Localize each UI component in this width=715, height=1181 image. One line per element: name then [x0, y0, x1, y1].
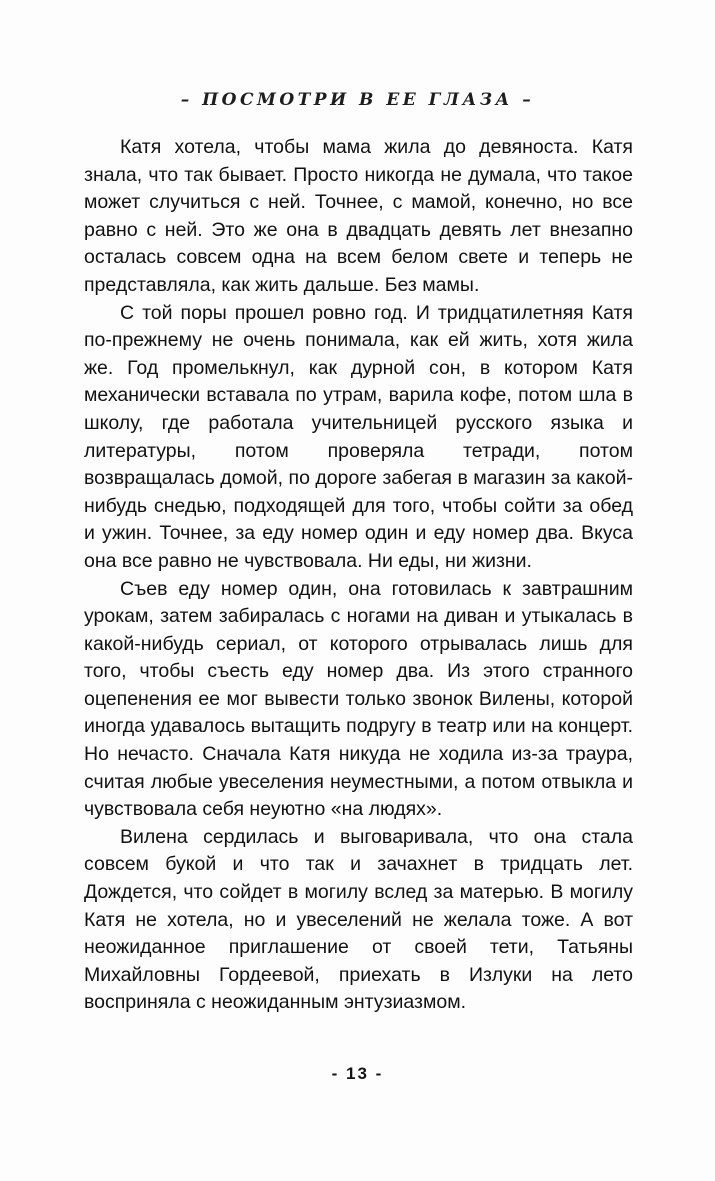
- running-title: – ПОСМОТРИ В ЕЕ ГЛАЗА –: [180, 90, 535, 110]
- paragraph: Съев еду номер один, она готовилась к завтрашним урокам, затем забиралась с ногами на диван и утыкалась в какой-нибудь сериал, от которого отрывалась лишь для того, чтобы съесть еду номер два. Из этого странного оцепенения ее мог вывести только звонок Вилены, которой иногда удавалось вытащить подругу в театр или на концерт. Но нечасто. Сначала Катя никуда не ходила из-за траура, считая любые увеселения неуместными, а потом отвыкла и чувствовала себя неуютно «на людях».: [84, 577, 633, 821]
- page-number: - 13 -: [331, 1064, 384, 1083]
- paragraph: С той поры прошел ровно год. И тридцатилетняя Катя по-прежнему не очень понимала, как ей жить, хотя жила же. Год промелькнул, как дурной сон, в котором Катя механически вставала по утрам, варила кофе, потом шла в школу, где работала учительницей русского языка и литературы, потом проверяла тетради, потом возвращалась домой, по дороге забегая в магазин за какой-нибудь снедью, подходящей для того, чтобы сойти за обед и ужин. Точнее, за еду номер один и еду номер два. Вкуса она все равно не чувствовала. Ни еды, ни жизни.: [84, 301, 633, 572]
- paragraph: Вилена сердилась и выговаривала, что она стала совсем букой и что так и зачахнет в тридцать лет. Дождется, что сойдет в могилу вслед за матерью. В могилу Катя не хотела, но и увеселений не желала тоже. А вот неожиданное приглашение от своей тети, Татьяны Михайловны Гордеевой, приехать в Излуки на лето восприняла с неожиданным энтузиазмом.: [84, 825, 633, 1014]
- paragraph: Катя хотела, чтобы мама жила до девяноста. Катя знала, что так бывает. Просто никогда не думала, что такое может случиться с ней. Точнее, с мамой, конечно, но все равно с ней. Это же она в двадцать девять лет внезапно осталась совсем одна на всем белом свете и теперь не представляла, как жить дальше. Без мамы.: [84, 136, 633, 296]
- page-text: [84, 134, 633, 1017]
